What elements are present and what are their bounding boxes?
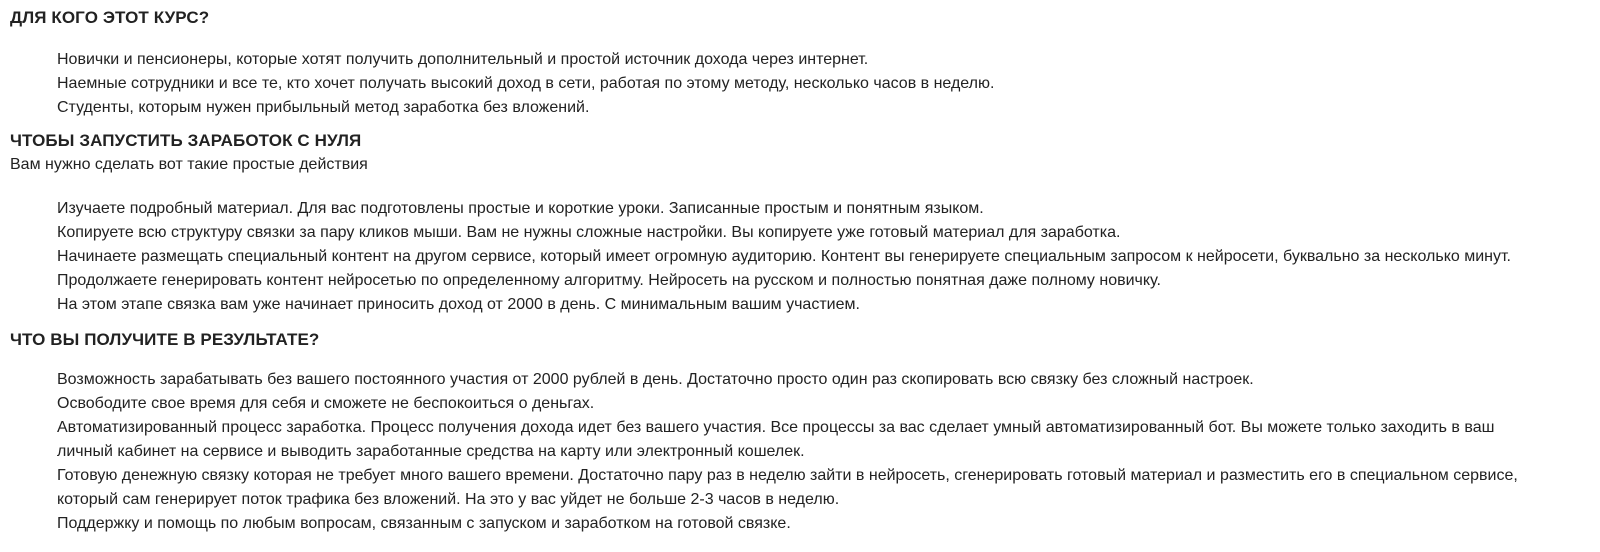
section-launch-earnings xyxy=(10,131,1588,317)
list-item: Готовую денежную связку которая не требует много вашего времени. Достаточно пару раз в неделю зайти в нейросеть, сгенерировать готовый материал и разместить его в специальном сервисе, который сам генерирует поток трафика без вложений. На это у вас уйдет не больше 2-3 часов в неделю. xyxy=(57,467,1518,508)
section-who-is-course-for xyxy=(10,8,1588,120)
section-heading: ЧТО ВЫ ПОЛУЧИТЕ В РЕЗУЛЬТАТЕ? xyxy=(10,330,320,349)
list-item: Копируете всю структуру связки за пару кликов мыши. Вам не нужны сложные настройки. Вы копируете уже готовый материал для заработка. xyxy=(57,224,1121,241)
section-item-list xyxy=(57,48,1552,120)
list-item: Автоматизированный процесс заработка. Процесс получения дохода идет без вашего участия. Все процессы за вас сделает умный автоматизированный бот. Вы можете только заходить в ваш личный кабинет на сервисе и выводить заработанные средства на карту или электронный кошелек. xyxy=(57,419,1495,460)
list-item: Изучаете подробный материал. Для вас подготовлены простые и короткие уроки. Записанные простым и понятным языком. xyxy=(57,200,984,217)
section-heading: ЧТОБЫ ЗАПУСТИТЬ ЗАРАБОТОК С НУЛЯ xyxy=(10,131,362,150)
section-what-you-get xyxy=(10,330,1588,536)
list-item: Студенты, которым нужен прибыльный метод заработка без вложений. xyxy=(57,99,590,116)
list-item: Освободите свое время для себя и сможете не беспокоиться о деньгах. xyxy=(57,395,595,412)
section-item-list xyxy=(57,368,1552,536)
list-item: Возможность зарабатывать без вашего постоянного участия от 2000 рублей в день. Достаточно просто один раз скопировать всю связку без сложный настроек. xyxy=(57,371,1254,388)
section-heading: ДЛЯ КОГО ЭТОТ КУРС? xyxy=(10,8,210,27)
list-item: Новички и пенсионеры, которые хотят получить дополнительный и простой источник дохода через интернет. xyxy=(57,51,869,68)
list-item: Поддержку и помощь по любым вопросам, связанным с запуском и заработком на готовой связке. xyxy=(57,515,791,532)
list-item: Наемные сотрудники и все те, кто хочет получать высокий доход в сети, работая по этому методу, несколько часов в неделю. xyxy=(57,75,995,92)
list-item: Начинаете размещать специальный контент на другом сервисе, который имеет огромную аудиторию. Контент вы генерируете специальным запросом к нейросети, буквально за несколько минут. xyxy=(57,248,1511,265)
section-subheading: Вам нужно сделать вот такие простые действия xyxy=(10,156,368,173)
list-item: Продолжаете генерировать контент нейросетью по определенному алгоритму. Нейросеть на русском и полностью понятная даже полному новичку. xyxy=(57,272,1161,289)
list-item: На этом этапе связка вам уже начинает приносить доход от 2000 в день. С минимальным вашим участием. xyxy=(57,296,860,313)
section-item-list xyxy=(57,197,1552,317)
